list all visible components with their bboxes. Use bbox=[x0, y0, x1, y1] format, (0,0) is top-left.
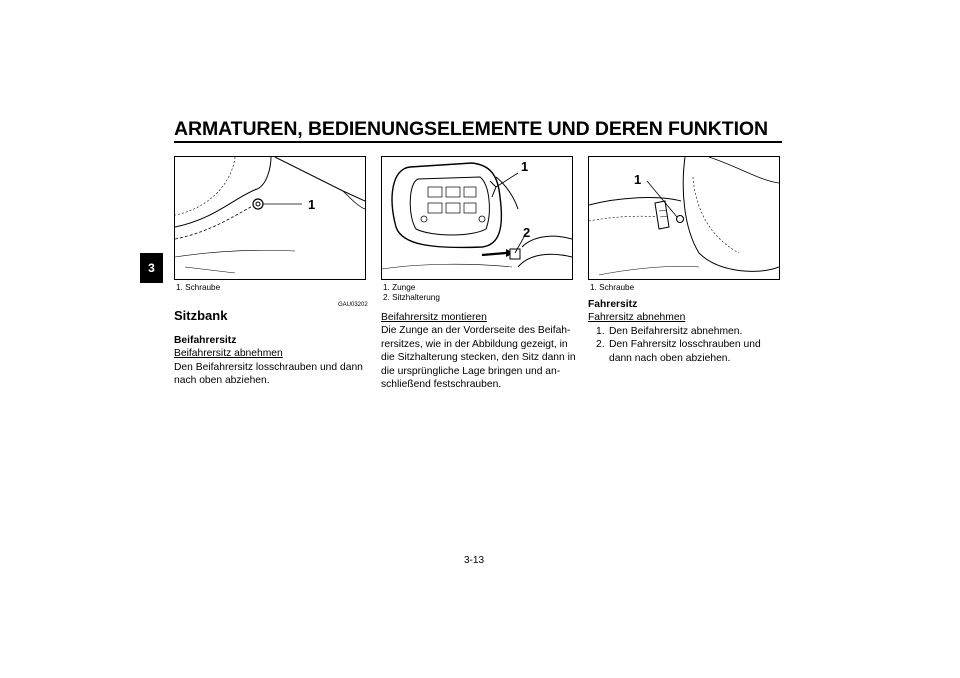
subsection-title: Beifahrersitz montieren bbox=[381, 312, 487, 323]
body-line: Die Zunge an der Vorderseite des Beifah- bbox=[381, 325, 571, 337]
callout-1: 1 bbox=[521, 159, 529, 174]
figure-1-caption bbox=[176, 283, 220, 293]
callout-1: 1 bbox=[634, 172, 642, 187]
figure-seat-tongue-holder bbox=[381, 156, 573, 280]
caption-item: 1. Schraube bbox=[590, 283, 635, 292]
page-number: 3-13 bbox=[464, 555, 485, 566]
figure-2-caption bbox=[383, 283, 440, 303]
step-line: Den Fahrersitz losschrauben und bbox=[609, 339, 761, 351]
step-item bbox=[588, 325, 788, 338]
body-line: die ursprüngliche Lage bringen und an- bbox=[381, 365, 561, 377]
page-title: ARMATUREN, BEDIENUNGSELEMENTE UND DEREN FUNKTION bbox=[174, 118, 768, 140]
step-number: 2. bbox=[596, 339, 605, 351]
subheading: Beifahrersitz bbox=[174, 335, 237, 346]
seat-underside-illustration bbox=[382, 157, 572, 279]
callout-2: 2 bbox=[523, 225, 531, 240]
body-line: die Sitzhalterung stecken, den Sitz dann in bbox=[381, 352, 576, 364]
callout-1: 1 bbox=[308, 197, 316, 212]
step-line: Den Beifahrersitz abnehmen. bbox=[609, 325, 743, 337]
caption-item: 1. Zunge bbox=[383, 283, 416, 292]
figure-3-caption bbox=[590, 283, 634, 293]
step-number: 1. bbox=[596, 325, 605, 337]
seat-screw-illustration bbox=[175, 157, 365, 279]
column-1-text bbox=[174, 334, 374, 388]
step-list bbox=[588, 325, 788, 365]
title-rule bbox=[174, 141, 782, 143]
figure-passenger-seat-screw bbox=[174, 156, 366, 280]
section-heading: Sitzbank bbox=[174, 308, 228, 323]
document-code: GAU03202 bbox=[338, 302, 368, 308]
column-3-text bbox=[588, 298, 788, 365]
step-line: dann nach oben abziehen. bbox=[609, 352, 731, 364]
body-line: Den Beifahrersitz losschrauben und dann bbox=[174, 361, 363, 373]
subsection-title: Fahrersitz abnehmen bbox=[588, 312, 686, 324]
subheading: Fahrersitz bbox=[588, 299, 638, 310]
body-line: schließend festschrauben. bbox=[381, 379, 502, 391]
body-line: rersitzes, wie in der Abbildung gezeigt, in bbox=[381, 338, 568, 350]
step-item bbox=[588, 338, 788, 365]
chapter-tab: 3 bbox=[140, 253, 163, 283]
figure-rider-seat-screw bbox=[588, 156, 780, 280]
body-line: nach oben abziehen. bbox=[174, 375, 270, 387]
rider-seat-illustration bbox=[589, 157, 779, 279]
subsection-title: Beifahrersitz abnehmen bbox=[174, 348, 283, 360]
caption-item: 2. Sitzhalterung bbox=[383, 293, 440, 302]
column-2-text bbox=[381, 311, 581, 391]
caption-item: 1. Schraube bbox=[176, 283, 221, 292]
